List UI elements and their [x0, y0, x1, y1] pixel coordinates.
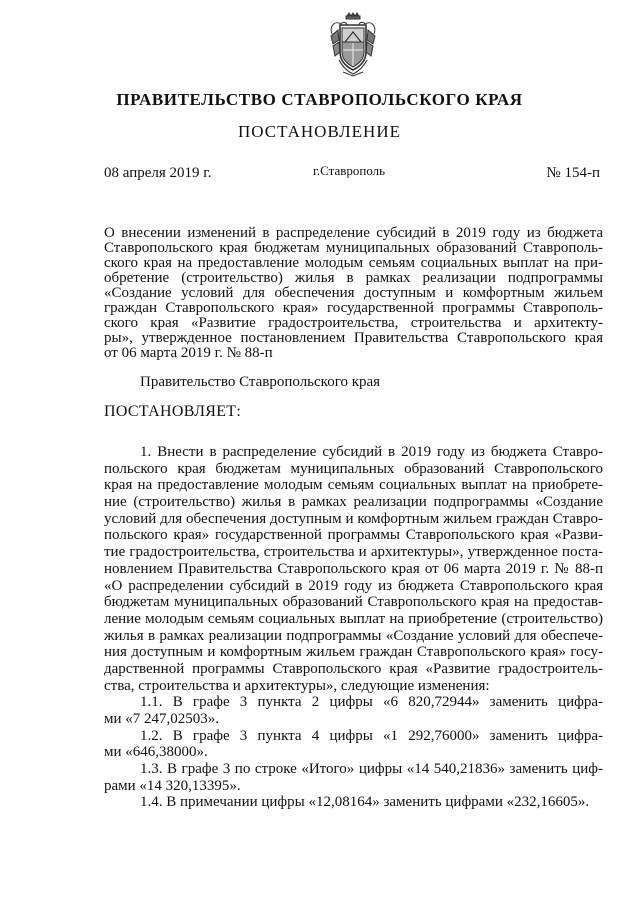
body-line: ми «7 247,02503». — [104, 711, 220, 727]
subject-line: Ставропольского края бюджетам муниципальных образований Ставрополь- — [104, 240, 603, 256]
body-line: бюджетам муниципальных образований Ставропольского края на предостав- — [104, 594, 603, 611]
body-line: дарственной программы Ставропольского края «Развитие градостроитель- — [104, 660, 603, 677]
document-body — [104, 444, 603, 811]
document-city: г.Ставрополь — [313, 163, 386, 178]
body-line: 1. Внести в распределение субсидий в 2019 году из бюджета Ставро- — [140, 444, 603, 460]
body-line: ства, строительства и архитектуры», следующие изменения: — [104, 677, 490, 694]
subject-line: ры», утвержденное постановлением Правительства Ставропольского края — [104, 330, 603, 346]
body-line: условий для обеспечения доступным и комфортным жильем граждан Ставро- — [104, 510, 603, 527]
body-line: польского края бюджетам муниципальных образований Ставропольского — [104, 460, 603, 477]
body-line: 1.2. В графе 3 пункта 4 цифры «1 292,76000» заменить цифра- — [140, 727, 603, 744]
body-line: «О распределении субсидий в 2019 году из бюджета Ставропольского края — [104, 577, 603, 594]
subject-line: обретение (строительство) жилья в рамках реализации подпрограммы — [104, 270, 603, 286]
document-date: 08 апреля 2019 г. — [104, 165, 212, 181]
subject-line: «Создание условий для обеспечения доступным и комфортным жильем — [104, 285, 603, 301]
body-line: новлением Правительства Ставропольского края от 06 марта 2019 г. № 88-п — [104, 560, 603, 577]
subject-line: ского края на предоставление молодым семьям социальных выплат на при- — [104, 255, 603, 271]
body-line: 1.4. В примечании цифры «12,08164» заменить цифрами «232,16605». — [140, 794, 590, 811]
coat-of-arms-emblem — [329, 12, 377, 78]
body-line: тие градостроительства, строительства и архитектуры», утвержденное поста- — [104, 544, 603, 561]
subject-line: ского края «Развитие градостроительства, строительства и архитекту- — [104, 315, 603, 331]
body-line: 1.1. В графе 3 пункта 2 цифры «6 820,72944» заменить цифра- — [140, 694, 603, 711]
body-line: ния доступным и комфортным жильем граждан Ставропольского края» госу- — [104, 644, 603, 661]
government-line: Правительство Ставропольского края — [140, 374, 381, 390]
body-line: ление молодым семьям социальных выплат на приобретение (строительство) — [104, 610, 603, 627]
document-type: ПОСТАНОВЛЕНИЕ — [237, 122, 401, 141]
body-line: ние (строительство) жилья в рамках реализации подпрограммы «Создание — [104, 494, 603, 511]
decree-word: ПОСТАНОВЛЯЕТ: — [104, 403, 242, 420]
body-line: 1.3. В графе 3 по строке «Итого» цифры «14 540,21836» заменить циф- — [140, 761, 603, 778]
body-line: ми «646,38000». — [104, 744, 208, 761]
body-line: жилья в рамках реализации подпрограммы «Создание условий для обеспече- — [104, 627, 603, 644]
body-line: рами «14 320,13395». — [104, 777, 241, 794]
subject-line: О внесении изменений в распределение субсидий в 2019 году из бюджета — [104, 225, 603, 241]
body-line: края на предоставление молодым семьям социальных выплат на приобрете- — [104, 477, 603, 494]
subject-line: от 06 марта 2019 г. № 88-п — [104, 345, 273, 361]
document-number: № 154-п — [546, 165, 600, 181]
subject-line: граждан Ставропольского края» государственной программы Ставрополь- — [104, 300, 603, 316]
organization-title: ПРАВИТЕЛЬСТВО СТАВРОПОЛЬСКОГО КРАЯ — [116, 90, 523, 109]
document-subject — [104, 226, 603, 361]
body-line: польского края» государственной программы Ставропольского края «Разви- — [104, 527, 603, 544]
